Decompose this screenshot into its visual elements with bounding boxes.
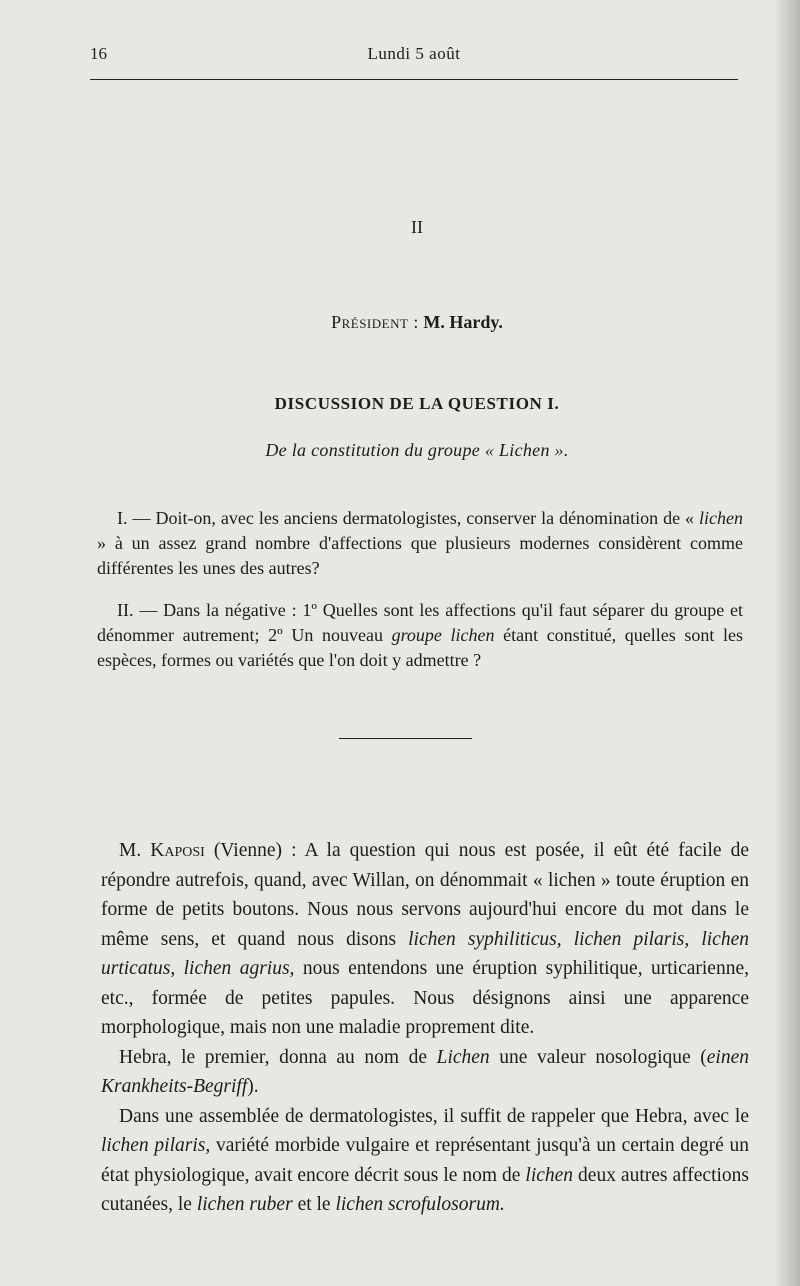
page-edge-shadow — [774, 0, 800, 1286]
discussion-paragraph-2 — [101, 1043, 749, 1102]
p2-italic-b: einen Krankheits-Begriff — [101, 1046, 749, 1097]
q1-text-a: I. — Doit-on, avec les anciens dermatologistes, conserver la dénomination de « — [117, 508, 700, 528]
p3-italic-d: lichen scrofulosorum. — [335, 1194, 505, 1215]
p2-text-b: une valeur nosologique ( — [489, 1046, 707, 1068]
running-head — [90, 44, 738, 70]
section-numeral: II — [411, 217, 423, 237]
speaker-prefix: M. — [119, 840, 151, 861]
p1-text-b: nous entendons une éruption syphilitique, urticarienne, etc., formée de petites papules. Nous désignons ainsi une apparence morphologique, mais non une maladie proprement dite. — [101, 958, 749, 1038]
discussion-body — [101, 836, 749, 1220]
p2-text-c: ). — [247, 1076, 259, 1097]
question-item-1 — [97, 506, 743, 581]
p2-italic-a: Lichen — [436, 1046, 490, 1068]
p1-italic: lichen syphiliticus, lichen pilaris, lichen urticatus, lichen agrius, — [101, 928, 749, 979]
running-title: Lundi 5 août — [367, 44, 461, 63]
p3-text-c: deux autres affections cutanées, le — [101, 1164, 749, 1215]
p3-text-a: Dans une assemblée de dermatologistes, il suffit de rappeler que Hebra, avec le — [119, 1105, 749, 1127]
question-subtitle: De la constitution du groupe « Lichen ». — [265, 440, 569, 460]
president-name: M. Hardy. — [423, 312, 503, 332]
speaker-name: Kaposi — [150, 840, 205, 861]
president-line — [0, 312, 800, 333]
p3-text-b: variété morbide vulgaire et représentant jusqu'à un certain degré un état physiologique, avait encore décrit sous le nom de — [101, 1135, 750, 1186]
question-item-2 — [97, 598, 743, 673]
q2-italic: groupe lichen — [391, 625, 495, 645]
p3-text-d: et le — [292, 1194, 336, 1215]
p3-italic-b: lichen — [525, 1164, 574, 1186]
president-label: Président : — [331, 312, 419, 332]
p3-italic-c: lichen ruber — [196, 1194, 293, 1215]
p3-italic-a: lichen pilaris, — [101, 1135, 211, 1156]
header-rule — [90, 79, 738, 80]
section-divider — [339, 738, 472, 739]
p1-text-a: (Vienne) : A la question qui nous est posée, il eût été facile de répondre autrefois, quand, avec Willan, on dénommait « lichen » toute éruption en forme de petits boutons. Nous nous servons aujourd'hui encore du mot dans le même sens, et quand nous disons — [101, 840, 750, 950]
discussion-paragraph-1 — [101, 836, 749, 1043]
q1-italic: lichen — [699, 508, 743, 528]
q1-text-b: » à un assez grand nombre d'affections que plusieurs modernes considèrent comme différentes les unes des autres? — [97, 533, 743, 578]
page-number: 16 — [90, 44, 107, 63]
discussion-paragraph-3 — [101, 1102, 749, 1220]
p2-text-a: Hebra, le premier, donna au nom de — [119, 1046, 437, 1068]
question-title: DISCUSSION DE LA QUESTION I. — [274, 394, 560, 413]
q2-text-a: II. — Dans la négative : 1º Quelles sont les affections qu'il faut séparer du groupe et dénommer autrement; 2º Un nouveau — [97, 600, 743, 645]
q2-text-b: étant constitué, quelles sont les espèces, formes ou variétés que l'on doit y admettre ? — [97, 625, 743, 670]
